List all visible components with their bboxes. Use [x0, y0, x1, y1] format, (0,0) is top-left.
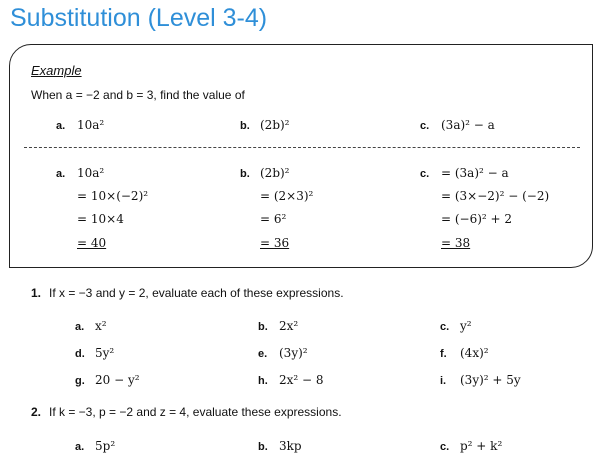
item-label: h.: [258, 375, 268, 387]
solution-line: (2b)²: [260, 166, 290, 180]
item-expr: 3kp: [279, 439, 302, 453]
item-expr: 5y²: [95, 346, 115, 360]
item-label: c.: [440, 321, 450, 333]
solution-answer: = 38: [441, 236, 471, 250]
example-label: Example: [31, 63, 82, 78]
item-label: b.: [258, 321, 268, 333]
question-number: 2.: [31, 405, 42, 419]
solution-line: = (3a)² − a: [441, 166, 509, 180]
item-label: b.: [258, 441, 268, 453]
item-expr: y²: [460, 319, 472, 333]
example-part-label: a.: [56, 120, 66, 132]
question-number: 1.: [31, 286, 42, 300]
example-part-label: c.: [420, 120, 430, 132]
solution-line: 10a²: [77, 166, 105, 180]
example-box: [9, 44, 593, 268]
solution-label: a.: [56, 168, 66, 180]
item-expr: 20 − y²: [95, 373, 140, 387]
question-prompt: If x = −3 and y = 2, evaluate each of these expressions.: [49, 286, 344, 300]
solution-line: = (3×−2)² − (−2): [441, 189, 550, 203]
solution-line: = (−6)² + 2: [441, 212, 513, 226]
solution-label: c.: [420, 168, 430, 180]
item-expr: 2x² − 8: [279, 373, 324, 387]
item-expr: x²: [95, 319, 107, 333]
solution-line: = 6²: [260, 212, 287, 226]
item-expr: (3y)² + 5y: [460, 373, 521, 387]
item-expr: (3y)²: [279, 346, 308, 360]
solution-answer: = 40: [77, 236, 107, 250]
example-part-expr: 10a²: [77, 118, 105, 132]
item-label: a.: [75, 321, 85, 333]
item-expr: (4x)²: [460, 346, 489, 360]
solution-line: = 10×4: [77, 212, 124, 226]
question-prompt: If k = −3, p = −2 and z = 4, evaluate these expressions.: [49, 405, 342, 419]
item-label: f.: [440, 348, 447, 360]
solution-line: = (2×3)²: [260, 189, 314, 203]
item-label: e.: [258, 348, 268, 360]
item-label: d.: [75, 348, 85, 360]
divider: [24, 147, 580, 148]
item-label: a.: [75, 441, 85, 453]
solution-line: = 10×(−2)²: [77, 189, 149, 203]
item-label: i.: [440, 375, 447, 387]
item-label: g.: [75, 375, 85, 387]
item-expr: 5p²: [95, 439, 116, 453]
solution-answer: = 36: [260, 236, 290, 250]
example-part-expr: (2b)²: [260, 118, 290, 132]
page-title: Substitution (Level 3-4): [10, 4, 268, 32]
item-label: c.: [440, 441, 450, 453]
item-expr: p² + k²: [460, 439, 503, 453]
item-expr: 2x²: [279, 319, 299, 333]
example-part-label: b.: [240, 120, 250, 132]
example-part-expr: (3a)² − a: [441, 118, 495, 132]
solution-label: b.: [240, 168, 250, 180]
example-question: When a = −2 and b = 3, find the value of: [31, 88, 245, 102]
